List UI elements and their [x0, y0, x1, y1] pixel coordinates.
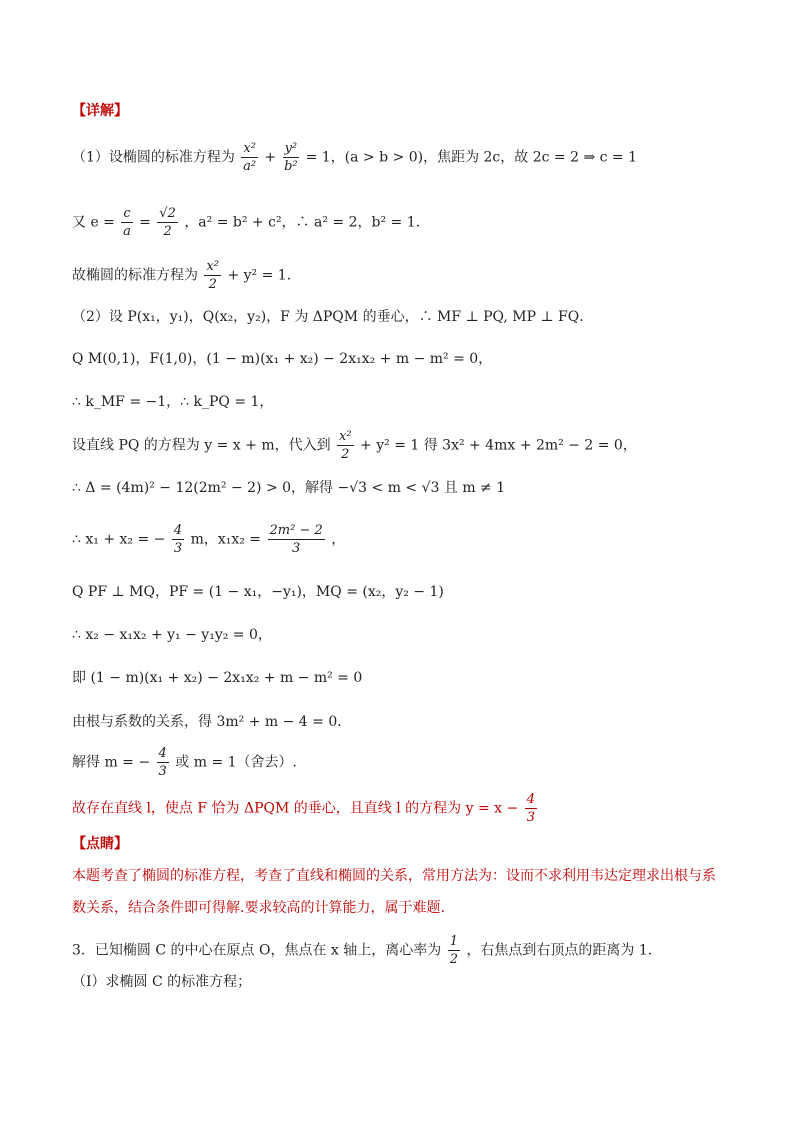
operator: = [139, 214, 151, 231]
text: ， [331, 531, 346, 548]
numerator: 4 [526, 792, 535, 807]
fraction [121, 205, 132, 240]
denominator: 2 [163, 224, 172, 239]
section-comment-heading: 【点睛】 [72, 836, 128, 852]
text: 或 m = 1（舍去）. [175, 754, 297, 771]
denominator: 2 [208, 277, 217, 292]
solution-line-8: ∴ Δ = (4m)² − 12(2m² − 2) > 0，解得 −√3 < m < √3 且 m ≠ 1 [72, 480, 506, 496]
text: = 1，(a > b > 0)，焦距为 2c，故 2c = 2 ⇒ c = 1 [305, 149, 638, 166]
numerator: y² [284, 141, 298, 156]
solution-line-11: ∴ x₂ − x₁x₂ + y₁ − y₁y₂ = 0， [72, 627, 272, 643]
solution-line-1 [72, 140, 637, 175]
numerator: 4 [173, 523, 183, 538]
denominator: 2 [341, 447, 350, 462]
text: ∴ x₁ + x₂ = − [72, 531, 166, 548]
solution-line-3 [72, 258, 301, 293]
numerator: x² [206, 259, 219, 274]
solution-line-13: 由根与系数的关系，得 3m² + m − 4 = 0． [72, 714, 352, 730]
fraction [525, 791, 537, 826]
denominator: a [123, 224, 131, 239]
text: 又 e = [72, 214, 115, 231]
solution-line-5: Q M(0,1)，F(1,0)，(1 − m)(x₁ + x₂) − 2x₁x₂ + m − m² = 0， [72, 351, 493, 367]
solution-line-6: ∴ k_MF = −1，∴ k_PQ = 1， [72, 394, 274, 410]
question-3-part-1: （I）求椭圆 C 的标准方程； [72, 974, 252, 990]
denominator: 3 [291, 541, 301, 556]
numerator: 2m² − 2 [269, 523, 323, 538]
fraction [268, 522, 325, 557]
denominator: b² [284, 159, 298, 174]
denominator: 3 [173, 541, 183, 556]
fraction [241, 140, 258, 175]
fraction [157, 745, 169, 780]
fraction [337, 428, 354, 463]
numerator: √2 [159, 206, 176, 221]
fraction [204, 258, 221, 293]
numerator: x² [243, 141, 256, 156]
denominator: 3 [158, 764, 167, 779]
solution-line-12: 即 (1 − m)(x₁ + x₂) − 2x₁x₂ + m − m² = 0 [72, 670, 363, 686]
denominator: a² [243, 159, 257, 174]
numerator: 4 [158, 746, 167, 761]
text: 3．已知椭圆 C 的中心在原点 O，焦点在 x 轴上，离心率为 [72, 942, 442, 959]
solution-line-10: Q PF ⊥ MQ，PF = (1 − x₁，−y₁)，MQ = (x₂，y₂ − 1) [72, 584, 444, 600]
numerator: x² [339, 429, 352, 444]
solution-conclusion [72, 791, 539, 826]
solution-line-14 [72, 745, 297, 780]
text: 故存在直线 l，使点 F 恰为 ΔPQM 的垂心，且直线 l 的方程为 y = x − [72, 800, 519, 817]
numerator: 1 [449, 934, 458, 949]
solution-line-9 [72, 522, 345, 557]
question-3 [72, 933, 662, 968]
text: 故椭圆的标准方程为 [72, 267, 198, 284]
solution-line-4: （2）设 P(x₁，y₁)，Q(x₂，y₂)，F 为 ΔPQM 的垂心，∴ MF ⊥ PQ, MP ⊥ FQ． [72, 309, 594, 325]
solution-line-7 [72, 428, 637, 463]
solution-line-2 [72, 205, 430, 240]
text: ，右焦点到右顶点的距离为 1． [466, 942, 662, 959]
text: + y² = 1 得 3x² + 4mx + 2m² − 2 = 0， [360, 437, 637, 454]
text: 解得 m = − [72, 754, 151, 771]
comment-line-1: 本题考查了椭圆的标准方程，考查了直线和椭圆的关系，常用方法为：设而不求利用韦达定理求出根与系 [72, 868, 716, 884]
section-detail-heading: 【详解】 [72, 103, 128, 119]
comment-line-2: 数关系，结合条件即可得解.要求较高的计算能力，属于难题. [72, 900, 445, 916]
denominator: 3 [526, 810, 535, 825]
numerator: c [123, 206, 131, 221]
text: ，a² = b² + c²，∴ a² = 2，b² = 1． [184, 214, 430, 231]
fraction [157, 205, 178, 240]
operator: + [264, 149, 277, 166]
text: （1）设椭圆的标准方程为 [72, 149, 235, 166]
text: m，x₁x₂ = [190, 531, 262, 548]
denominator: 2 [449, 952, 458, 967]
fraction [448, 933, 460, 968]
fraction [172, 522, 184, 557]
text: + y² = 1． [227, 267, 301, 284]
fraction [283, 140, 300, 175]
text: 设直线 PQ 的方程为 y = x + m，代入到 [72, 437, 331, 454]
